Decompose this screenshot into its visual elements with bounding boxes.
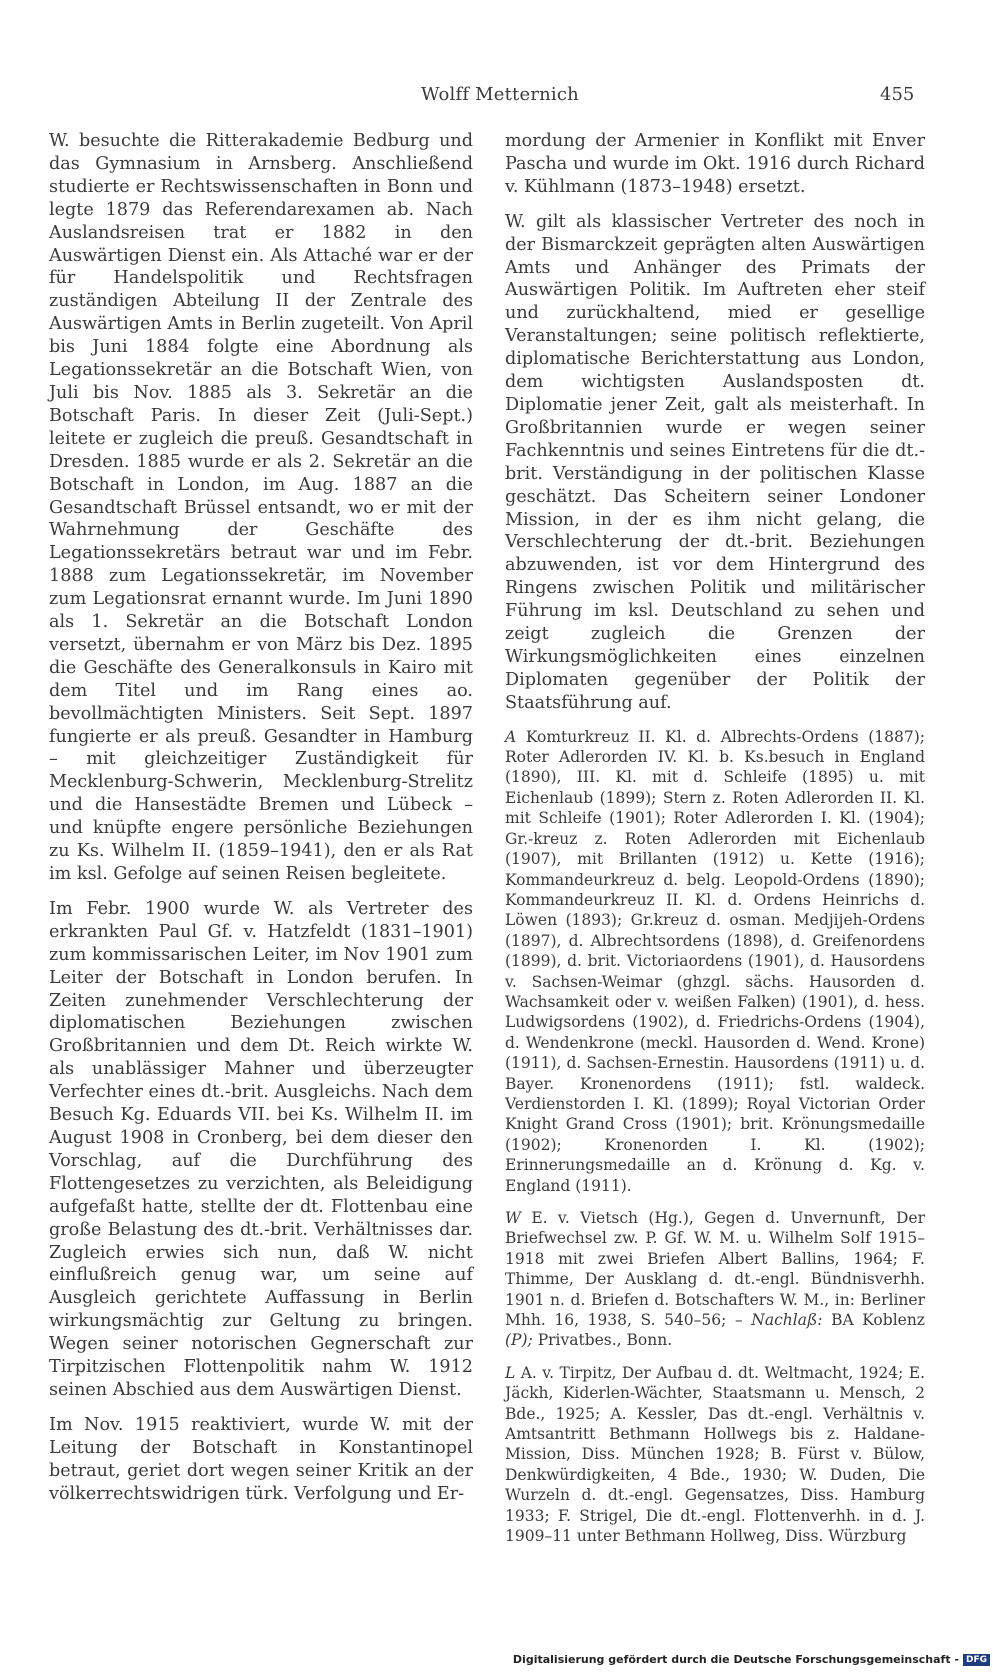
literature-section	[505, 1363, 925, 1547]
works-tag: W	[505, 1209, 521, 1227]
awards-section	[505, 727, 925, 1196]
right-column	[505, 130, 925, 1559]
paragraph-london-embassy: Im Febr. 1900 wurde W. als Vertreter des erkrankten Paul Gf. v. Hatzfeldt (1831–1901) zum kommissarischen Leiter, im Nov 1901 zum Leiter der Botschaft in London berufen. In Zeiten zunehmender Verschlechterung der diplomatischen Beziehungen zwischen Großbritannien und dem Dt. Reich wirkte W. als unablässiger Mahner und überzeugter Verfechter eines dt.-brit. Ausgleichs. Nach dem Besuch Kg. Eduards VII. bei Ks. Wilhelm II. im August 1908 in Cronberg, bei dem dieser den Vorschlag, auf die Durchführung des Flottengesetzes zu verzichten, als Beleidigung aufgefaßt hatte, stellte der dt. Flottenbau eine große Belastung des dt.-brit. Verhältnisses dar. Zugleich erwies sich nun, daß W. nicht einflußreich genug war, um seine auf Ausgleich gerichtete Auffassung in Berlin wirkungsmächtig zur Geltung zu bringen. Wegen seiner notorischen Gegnerschaft zur Tirpitzischen Flottenpolitik nahm W. 1912 seinen Abschied aus dem Auswärtigen Dienst.	[49, 898, 473, 1400]
works-p-marker: (P);	[505, 1331, 533, 1350]
awards-text: Komturkreuz II. Kl. d. Albrechts-Ordens (1887); Roter Adlerorden IV. Kl. b. Ks.besuch in England (1890), III. Kl. mit d. Schleife (1895) u. mit Eichenlaub (1899); Stern z. Roten Adlerorden II. Kl. mit Schleife (1901); Roter Adlerorden I. Kl. (1904); Gr.-kreuz z. Roten Adlerorden mit Eichenlaub (1907), mit Brillanten (1912) u. Kette (1916); Kommandeurkreuz d. belg. Leopold-Ordens (1890); Kommandeurkreuz II. Kl. d. Ordens Heinrichs d. Löwen (1893); Gr.kreuz d. osman. Medjijeh-Ordens (1897), d. Albrechtsordens (1898), d. Greifenordens (1899), d. brit. Victoriaordens (1901), d. Hausordens v. Sachsen-Weimar (ghzgl. sächs. Hausorden d. Wachsamkeit oder v. weißen Falken) (1901), d. hess. Ludwigsordens (1902), d. Friedrichs-Ordens (1904), d. Wendenkrone (meckl. Hausorden d. Wend. Krone) (1911), d. Sachsen-Ernestin. Hausordens (1911) u. d. Bayer. Kronenordens (1911); fstl. waldeck. Verdienstorden I. Kl. (1899); Royal Victorian Order Knight Grand Cross (1901); brit. Krönungsmedaille (1902); Kronenorden I. Kl. (1902); Erinnerungsmedaille an d. Krönung d. Kg. v. England (1911).	[505, 727, 925, 1195]
paragraph-constantinople: Im Nov. 1915 reaktiviert, wurde W. mit der Leitung der Botschaft in Konstantinopel betraut, geriet dort wegen seiner Kritik an der völkerrechtswidrigen türk. Verfolgung und Er-	[49, 1414, 473, 1504]
literature-tag: L	[505, 1363, 516, 1382]
page-number: 455	[880, 84, 915, 105]
literature-text: A. v. Tirpitz, Der Aufbau d. dt. Weltmacht, 1924; E. Jäckh, Kiderlen-Wächter, Staatsmann u. Mensch, 2 Bde., 1925; A. Kessler, Das dt.-engl. Verhältnis v. Amtsantritt Bethmann Hollwegs bis z. Haldane-Mission, Diss. München 1928; B. Fürst v. Bülow, Denkwürdigkeiten, 4 Bde., 1930; W. Duden, Die Wurzeln d. dt.-engl. Gegensatzes, Diss. Hamburg 1933; F. Strigel, Die dt.-engl. Flottenverhh. in d. J. 1909–11 unter Bethmann Hollweg, Diss. Würzburg	[505, 1363, 925, 1546]
works-section	[505, 1208, 925, 1351]
paragraph-constantinople-cont: mordung der Armenier in Konflikt mit Enver Pascha und wurde im Okt. 1916 durch Richard v. Kühlmann (1873–1948) ersetzt.	[505, 131, 925, 197]
page-header-title: Wolff Metternich	[421, 84, 579, 105]
paragraph-early-career: W. besuchte die Ritterakademie Bedburg und das Gymnasium in Arnsberg. Anschließend studierte er Rechtswissenschaften in Bonn und legte 1879 das Referendarexamen ab. Nach Auslandsreisen trat er 1882 in den Auswärtigen Dienst ein. Als Attaché war er der für Handelspolitik und Rechtsfragen zuständigen Abteilung II der Zentrale des Auswärtigen Amts in Berlin zugeteilt. Von April bis Juni 1884 folgte eine Abordnung als Legationssekretär an die Botschaft Wien, von Juli bis Nov. 1885 als 3. Sekretär an die Botschaft Paris. In dieser Zeit (Juli-Sept.) leitete er zugleich die preuß. Gesandtschaft in Dresden. 1885 wurde er als 2. Sekretär an die Botschaft in London, im Aug. 1887 an die Gesandtschaft Brüssel entsandt, wo er mit der Wahrnehmung der Geschäfte des Legationssekretärs betraut war und im Febr. 1888 zum Legationssekretär, im November zum Legationsrat ernannt wurde. Im Juni 1890 als 1. Sekretär an die Botschaft London versetzt, übernahm er von März bis Dez. 1895 die Geschäfte des Generalkonsuls in Kairo mit dem Titel und im Rang eines ao. bevollmächtigten Ministers. Seit Sept. 1897 fungierte er als preuß. Gesandter in Hamburg – mit gleichzeitiger Zuständigkeit für Mecklenburg-Schwerin, Mecklenburg-Strelitz und die Hansestädte Bremen und Lübeck – und knüpfte engere persönliche Beziehungen zu Ks. Wilhelm II. (1859–1941), den er als Rat im ksl. Gefolge auf seinen Reisen begleitete.	[49, 131, 473, 884]
works-text-3: Privatbes., Bonn.	[537, 1331, 673, 1350]
footer-text: Digitalisierung gefördert durch die Deutsche Forschungsgemeinschaft -	[512, 1653, 959, 1666]
dfg-logo: DFG	[963, 1654, 990, 1666]
works-text: E. v. Vietsch (Hg.), Gegen d. Unvernunft, Der Briefwechsel zw. P. Gf. W. M. u. Wilhelm Solf 1915–1918 mit zwei Briefen Albert Ballins, 1964; F. Thimme, Der Ausklang d. dt.-engl. Bündnisverhh. 1901 n. d. Briefen d. Botschafters W. M., in: Berliner Mhh. 16, 1938, S. 540–56; –	[505, 1209, 925, 1330]
works-nachlass-label: Nachlaß:	[751, 1311, 823, 1330]
paragraph-assessment: W. gilt als klassischer Vertreter des noch in der Bismarckzeit geprägten alten Auswärtigen Amts und Anhänger des Primats der Auswärtigen Politik. Im Auftreten eher steif und zurückhaltend, mied er gesellige Veranstaltungen; seine politisch reflektierte, diplomatische Berichterstattung aus London, dem wichtigsten Auslandsposten dt. Diplomatie jener Zeit, galt als meisterhaft. In Großbritannien wurde er wegen seiner Fachkenntnis und seines Eintretens für die dt.-brit. Verständigung in der politischen Klasse geschätzt. Das Scheitern seiner Londoner Mission, in der es ihm nicht gelang, die Verschlechterung der dt.-brit. Beziehungen abzuwenden, ist vor dem Hintergrund des Ringens zwischen Politik und militärischer Führung im ksl. Deutschland zu sehen und zeigt zugleich die Grenzen der Wirkungsmöglichkeiten eines einzelnen Diplomaten gegenüber der Politik der Staatsführung auf.	[505, 211, 925, 713]
left-column	[49, 130, 473, 1517]
awards-tag: A	[505, 727, 517, 746]
footer-credit	[513, 1653, 990, 1666]
works-text-2: BA Koblenz	[831, 1311, 925, 1330]
